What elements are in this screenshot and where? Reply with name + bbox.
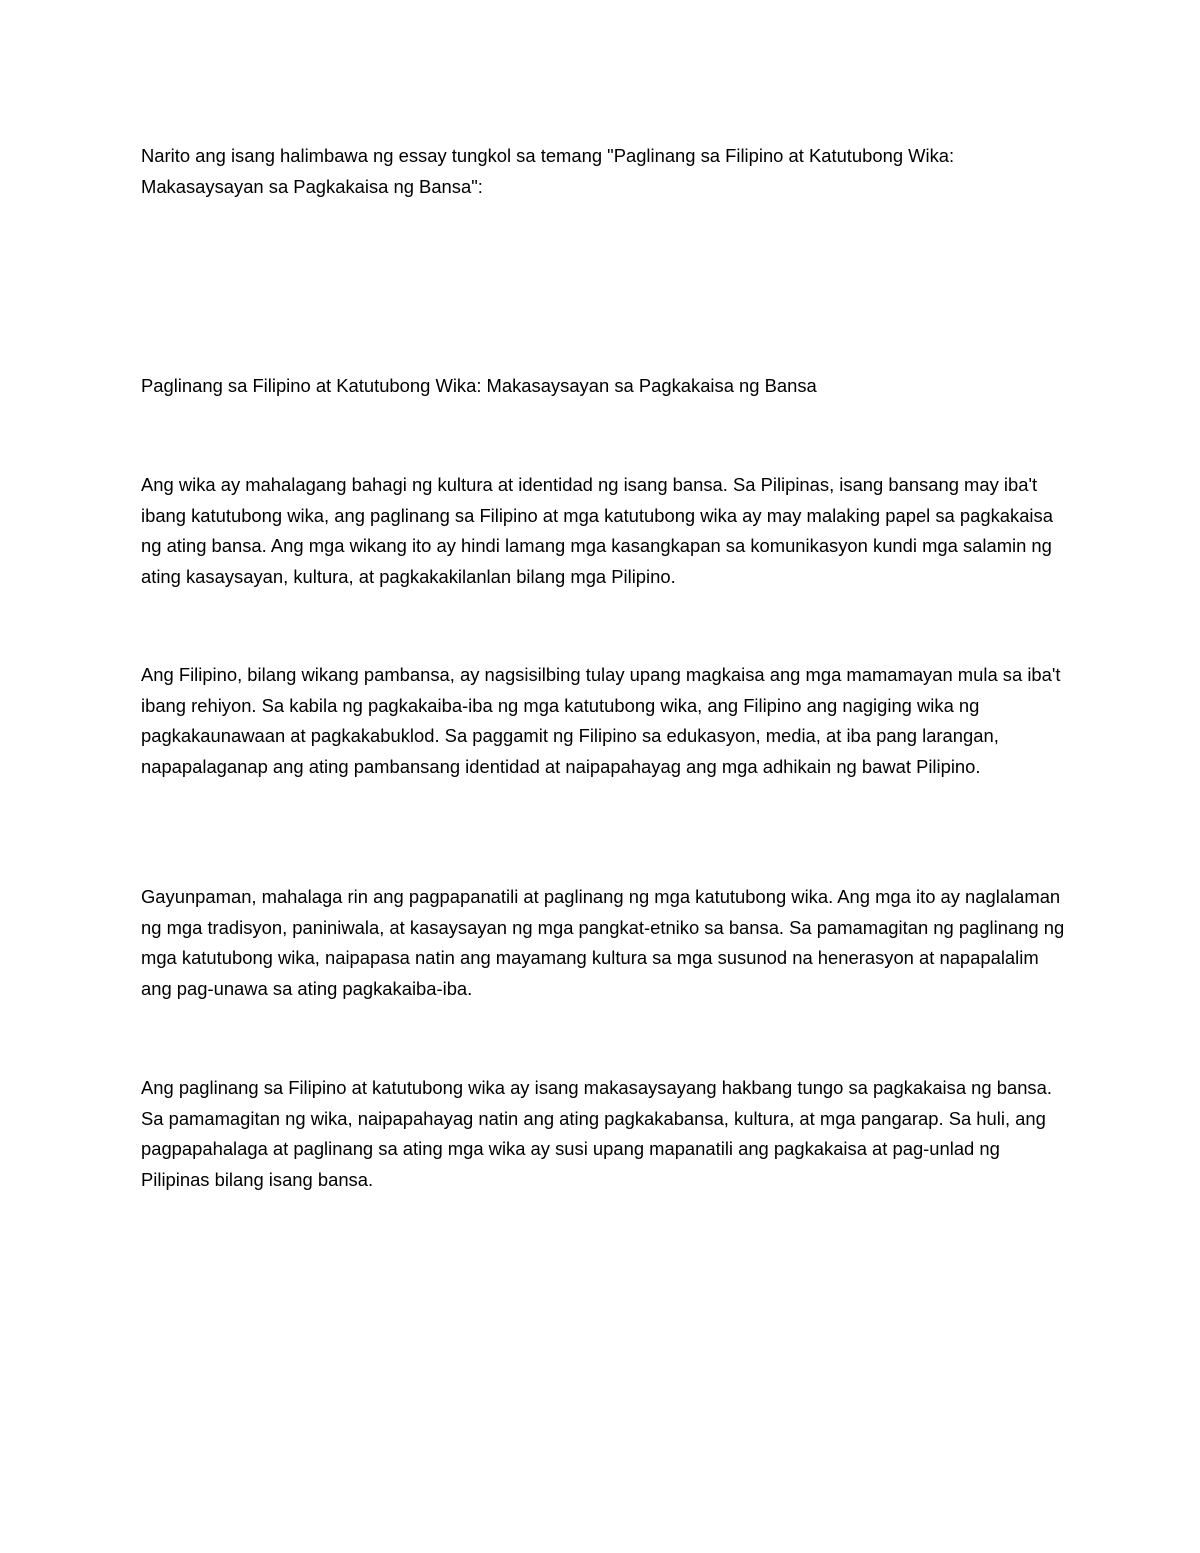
essay-title: Paglinang sa Filipino at Katutubong Wika: Makasaysayan sa Pagkakaisa ng Bansa [141, 375, 817, 396]
intro-paragraph: Narito ang isang halimbawa ng essay tungkol sa temang "Paglinang sa Filipino at Katutubong Wika: Makasaysayan sa Pagkakaisa ng Bansa": [141, 145, 955, 197]
body-paragraph-1: Ang wika ay mahalagang bahagi ng kultura at identidad ng isang bansa. Sa Pilipinas, isang bansang may iba't ibang katutubong wika, ang paglinang sa Filipino at mga katutubong wika ay may malaking papel sa pagkakaisa ng ating bansa. Ang mga wikang ito ay hindi lamang mga kasangkapan sa komunikasyon kundi mga salamin ng ating kasaysayan, kultura, at pagkakakilanlan bilang mga Pilipino. [141, 474, 1053, 587]
body-paragraph-4: Ang paglinang sa Filipino at katutubong wika ay isang makasaysayang hakbang tungo sa pagkakaisa ng bansa. Sa pamamagitan ng wika, naipapahayag natin ang ating pagkakabansa, kultura, at mga pangarap. Sa huli, ang pagpapahalaga at paglinang sa ating mga wika ay susi upang mapanatili ang pagkakaisa at pag-unlad ng Pilipinas bilang isang bansa. [141, 1077, 1052, 1190]
body-paragraph-3: Gayunpaman, mahalaga rin ang pagpapanatili at paglinang ng mga katutubong wika. Ang mga ito ay naglalaman ng mga tradisyon, paniniwala, at kasaysayan ng mga pangkat-etniko sa bansa. Sa pamamagitan ng paglinang ng mga katutubong wika, naipapasa natin ang mayamang kultura sa mga susunod na henerasyon at napapalalim ang pag-unawa sa ating pagkakaiba-iba. [141, 886, 1065, 999]
body-paragraph-2: Ang Filipino, bilang wikang pambansa, ay nagsisilbing tulay upang magkaisa ang mga mamamayan mula sa iba't ibang rehiyon. Sa kabila ng pagkakaiba-iba ng mga katutubong wika, ang Filipino ang nagiging wika ng pagkakaunawaan at pagkakabuklod. Sa paggamit ng Filipino sa edukasyon, media, at iba pang larangan, napapalaganap ang ating pambansang identidad at naipapahayag ang mga adhikain ng bawat Pilipino. [141, 664, 1061, 777]
